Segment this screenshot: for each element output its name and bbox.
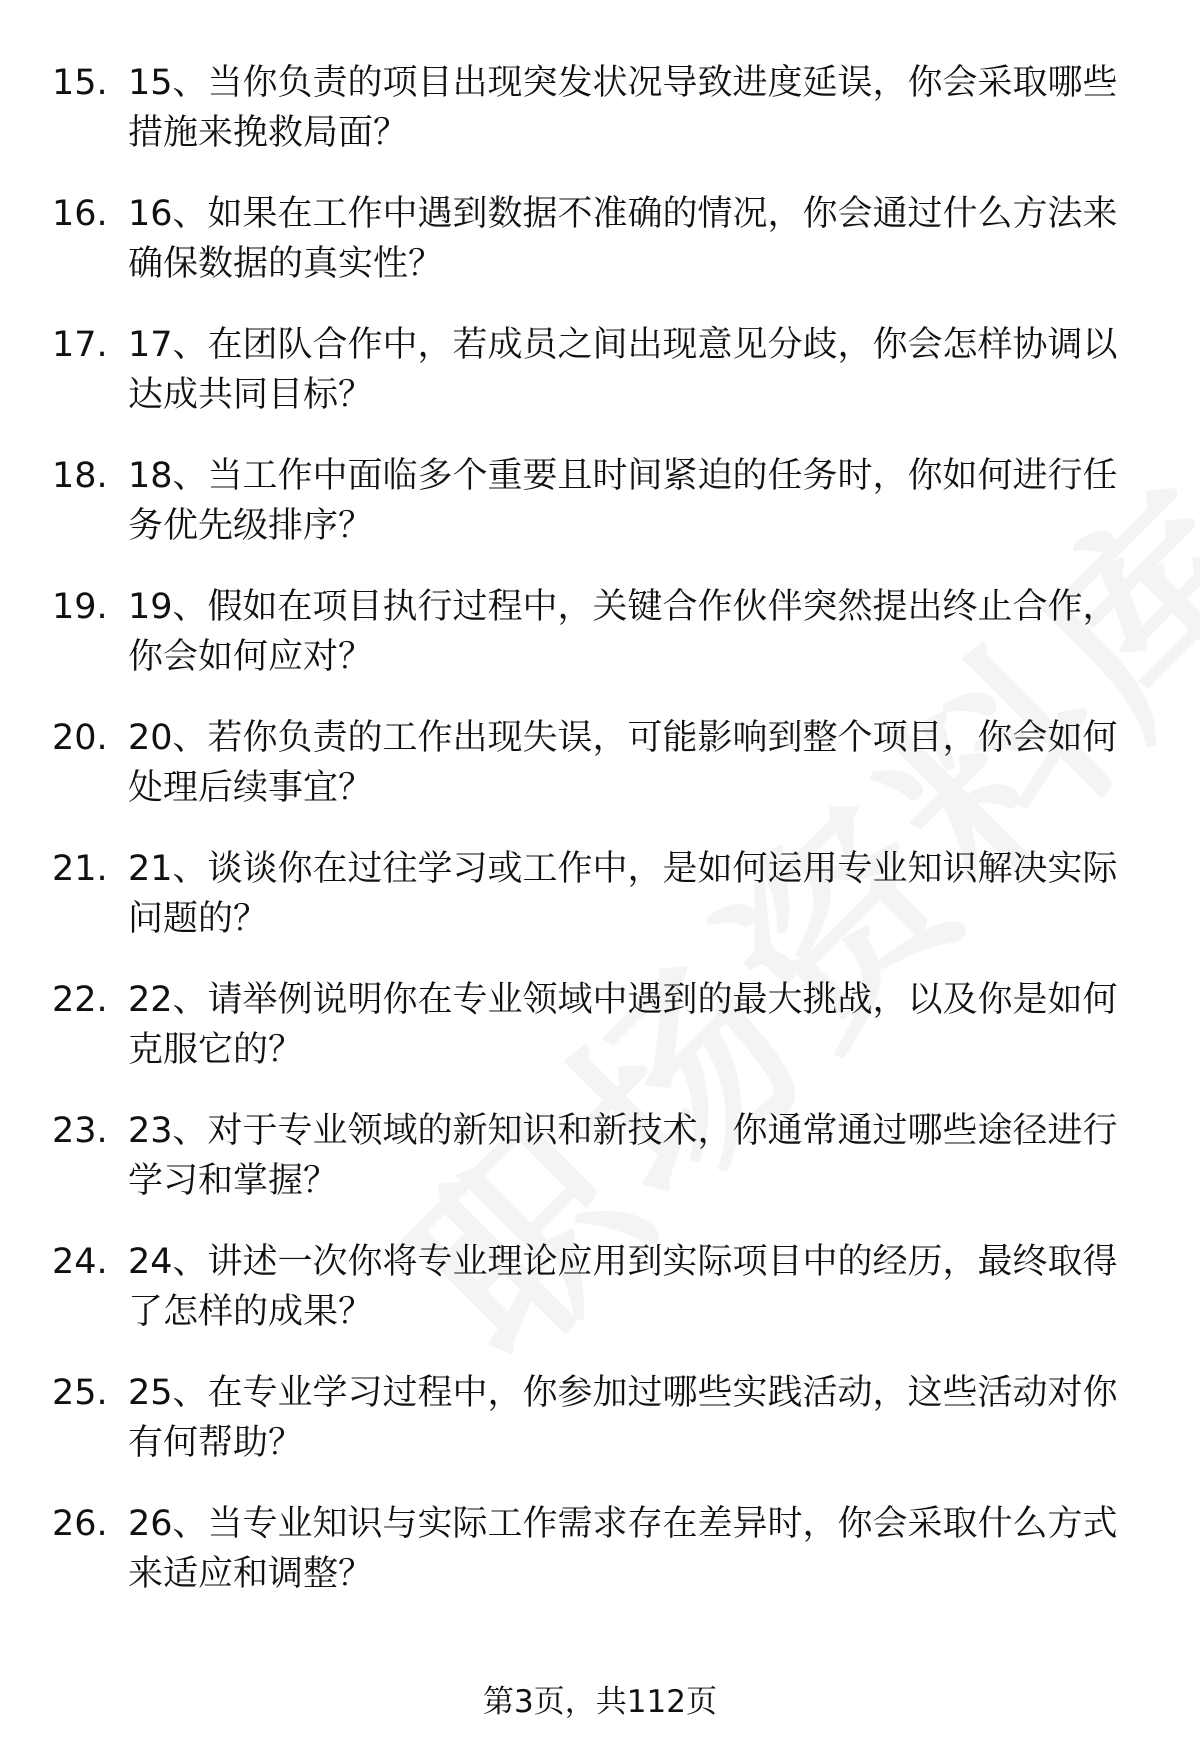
list-item [52,1368,1152,1499]
list-item [52,189,1152,320]
item-text: 23、对于专业领域的新知识和新技术，你通常通过哪些途径进行学习和掌握？ [128,1111,1118,1201]
item-number: 22. [52,980,108,1020]
item-number: 19. [52,587,108,627]
list-item [52,713,1152,844]
page-footer: 第3页，共112页 [483,1684,717,1720]
item-number: 25. [52,1373,108,1413]
item-text: 21、谈谈你在过往学习或工作中，是如何运用专业知识解决实际问题的？ [128,849,1118,939]
item-text: 19、假如在项目执行过程中，关键合作伙伴突然提出终止合作，你会如何应对？ [128,587,1118,677]
item-number: 18. [52,456,108,496]
list-item [52,1106,1152,1237]
item-text: 20、若你负责的工作出现失误，可能影响到整个项目，你会如何处理后续事宜？ [128,718,1118,808]
item-text: 17、在团队合作中，若成员之间出现意见分歧，你会怎样协调以达成共同目标？ [128,325,1118,415]
item-number: 15. [52,63,108,103]
item-number: 16. [52,194,108,234]
item-text: 25、在专业学习过程中，你参加过哪些实践活动，这些活动对你有何帮助？ [128,1373,1118,1463]
item-number: 23. [52,1111,108,1151]
item-text: 22、请举例说明你在专业领域中遇到的最大挑战，以及你是如何克服它的？ [128,980,1118,1070]
list-item [52,582,1152,713]
list-item [52,1499,1152,1630]
item-text: 16、如果在工作中遇到数据不准确的情况，你会通过什么方法来确保数据的真实性？ [128,194,1118,284]
list-item [52,451,1152,582]
list-item [52,320,1152,451]
list-item [52,58,1152,189]
list-item [52,975,1152,1106]
item-number: 17. [52,325,108,365]
item-number: 24. [52,1242,108,1282]
list-item [52,1237,1152,1368]
list-item [52,844,1152,975]
item-number: 21. [52,849,108,889]
item-number: 20. [52,718,108,758]
question-list [52,58,1152,1630]
item-text: 15、当你负责的项目出现突发状况导致进度延误，你会采取哪些措施来挽救局面？ [128,63,1118,153]
item-text: 24、讲述一次你将专业理论应用到实际项目中的经历，最终取得了怎样的成果？ [128,1242,1118,1332]
item-number: 26. [52,1504,108,1544]
item-text: 26、当专业知识与实际工作需求存在差异时，你会采取什么方式来适应和调整？ [128,1504,1118,1594]
item-text: 18、当工作中面临多个重要且时间紧迫的任务时，你如何进行任务优先级排序？ [128,456,1118,546]
